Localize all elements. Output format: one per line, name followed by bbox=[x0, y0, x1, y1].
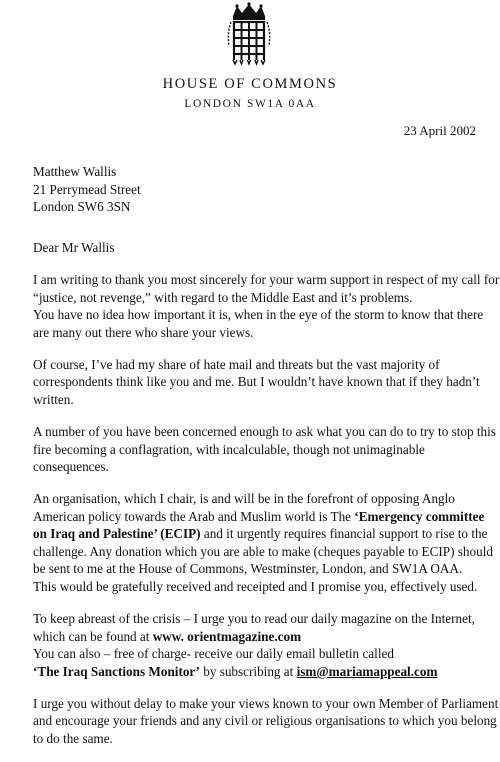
line: American policy towards the Arab and Muslim world is The bbox=[33, 508, 355, 524]
letter-date: 23 April 2002 bbox=[403, 123, 476, 138]
letterhead-address: LONDON SW1A 0AA bbox=[184, 98, 316, 110]
line: This would be gratefully received and receipted and I promise you, effectively used. bbox=[33, 579, 478, 595]
paragraph-urge bbox=[33, 695, 499, 748]
line: I am writing to thank you most sincerely for your warm support in respect of my call for bbox=[33, 271, 500, 287]
line: An organisation, which I chair, is and will be in the forefront of opposing Anglo bbox=[33, 491, 455, 507]
line: A number of you have been concerned enough to ask what you can do to try to stop this bbox=[33, 423, 496, 439]
line: “justice, not revenge,” with regard to the Middle East and it’s problems. bbox=[33, 289, 413, 305]
paragraph-crisis bbox=[33, 610, 493, 680]
recipient-name: Matthew Wallis bbox=[33, 164, 117, 179]
line: You have no idea how important it is, when in the eye of the storm to know that there bbox=[33, 307, 484, 323]
ecip-name-part2: on Iraq and Palestine’ (ECIP) bbox=[33, 526, 201, 542]
line: and it urgently requires financial support to rise to the bbox=[200, 526, 488, 542]
recipient-address bbox=[33, 163, 141, 216]
paragraph-organisation bbox=[33, 490, 493, 596]
paragraph-concern bbox=[33, 423, 496, 476]
paragraph-thanks bbox=[33, 271, 500, 341]
line: fire becoming a conflagration, with incalculable, though not unimaginable bbox=[33, 441, 425, 457]
paragraph-hate-mail bbox=[33, 356, 493, 409]
letter-body bbox=[33, 239, 500, 762]
line: correspondents think like you and me. But I wouldn’t have known that if they hadn’t bbox=[33, 374, 480, 390]
ecip-name-part1: ‘Emergency committee bbox=[354, 508, 485, 524]
line: by subscribing at bbox=[199, 663, 297, 679]
recipient-city: London SW6 3SN bbox=[33, 199, 131, 215]
line: which can be found at bbox=[33, 628, 153, 644]
line: consequences. bbox=[33, 459, 109, 475]
line: I urge you without delay to make your views known to your own Member of Parliament bbox=[33, 695, 499, 711]
line: to do the same. bbox=[33, 731, 113, 746]
magazine-link[interactable]: www. orientmagazine.com bbox=[152, 628, 302, 644]
bulletin-name: ‘The Iraq Sanctions Monitor’ bbox=[33, 663, 200, 679]
portcullis-crest-icon bbox=[225, 2, 273, 66]
email-link[interactable]: ism@mariamappeal.com bbox=[296, 663, 438, 679]
line: and encourage your friends and any civil or religious organisations to which you belong bbox=[33, 713, 497, 729]
line: be sent to me at the House of Commons, Westminster, London, and SW1A OAA. bbox=[33, 561, 463, 577]
line: Of course, I’ve had my share of hate mail and threats but the vast majority of bbox=[33, 356, 440, 372]
letterhead-title: HOUSE OF COMMONS bbox=[162, 76, 338, 92]
line: challenge. Any donation which you are able to make (cheques payable to ECIP) should bbox=[33, 543, 493, 559]
salutation: Dear Mr Wallis bbox=[33, 240, 115, 255]
line: You can also – free of charge- receive our daily email bulletin called bbox=[33, 646, 394, 662]
recipient-street: 21 Perrymead Street bbox=[33, 181, 141, 197]
line: are many out there who share your views. bbox=[33, 324, 254, 340]
line: written. bbox=[33, 391, 74, 407]
line: To keep abreast of the crisis – I urge you to read our daily magazine on the Internet, bbox=[33, 611, 475, 627]
